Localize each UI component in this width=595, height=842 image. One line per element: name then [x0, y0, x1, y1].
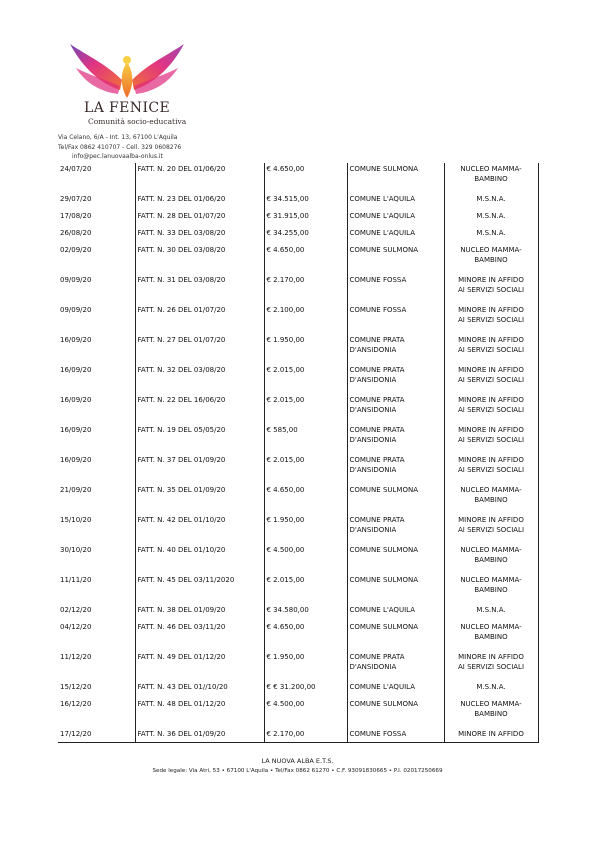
address-text: Via Celano, 6/A - Int. 13, 67100 L'Aquila	[58, 134, 178, 141]
category-cell	[444, 334, 538, 364]
invoice-cell: FATT. N. 43 DEL 01//10/20	[135, 681, 264, 698]
category-line-2: AI SERVIZI SOCIALI	[457, 526, 525, 534]
amount-cell: € 2.170,00	[264, 274, 347, 304]
amount-cell: € 4.650,00	[264, 244, 347, 274]
category-line-1: NUCLEO MAMMA-	[460, 486, 522, 494]
category-line-2: AI SERVIZI SOCIALI	[457, 376, 525, 384]
invoice-cell: FATT. N. 45 DEL 03/11/2020	[135, 574, 264, 604]
phoenix-logo-icon	[62, 40, 192, 102]
table-row	[58, 651, 538, 681]
category-line-1: MINORE IN AFFIDO	[458, 396, 524, 404]
amount-cell: € 2.015,00	[264, 394, 347, 424]
email-text: info@pec.lanuovaalba-onlus.it	[72, 153, 163, 160]
category-line-1: MINORE IN AFFIDO	[458, 516, 524, 524]
category-line-1: M.S.N.A.	[476, 212, 506, 220]
amount-cell: € 4.650,00	[264, 621, 347, 651]
category-line-1: MINORE IN AFFIDO	[458, 426, 524, 434]
table-row	[58, 574, 538, 604]
category-line-2: AI SERVIZI SOCIALI	[457, 466, 525, 474]
date-cell: 30/10/20	[60, 546, 92, 554]
invoice-cell: FATT. N. 35 DEL 01/09/20	[135, 484, 264, 514]
category-line-2: BAMBINO	[474, 496, 508, 504]
category-line-2: AI SERVIZI SOCIALI	[457, 436, 525, 444]
date-cell: 04/12/20	[60, 623, 92, 631]
date-cell: 17/08/20	[60, 212, 92, 220]
amount-cell: € € 31.200,00	[264, 681, 347, 698]
category-cell	[444, 651, 538, 681]
amount-cell: € 2.100,00	[264, 304, 347, 334]
invoice-cell: FATT. N. 49 DEL 01/12/20	[135, 651, 264, 681]
comune-cell: COMUNE PRATA D'ANSIDONIA	[347, 651, 444, 681]
date-cell: 16/09/20	[60, 456, 92, 464]
comune-cell: COMUNE SULMONA	[347, 544, 444, 574]
comune-cell: COMUNE L'AQUILA	[347, 193, 444, 210]
amount-cell: € 2.170,00	[264, 728, 347, 743]
date-cell: 16/12/20	[60, 700, 92, 708]
category-line-2: BAMBINO	[474, 175, 508, 183]
category-line-1: NUCLEO MAMMA-	[460, 246, 522, 254]
table-row	[58, 364, 538, 394]
category-line-2: BAMBINO	[474, 556, 508, 564]
invoice-cell: FATT. N. 23 DEL 01/06/20	[135, 193, 264, 210]
invoice-cell: FATT. N. 31 DEL 03/08/20	[135, 274, 264, 304]
amount-cell: € 34.580,00	[264, 604, 347, 621]
comune-cell: COMUNE SULMONA	[347, 574, 444, 604]
amount-cell: € 31.915,00	[264, 210, 347, 227]
category-line-1: MINORE IN AFFIDO	[458, 306, 524, 314]
category-line-1: NUCLEO MAMMA-	[460, 700, 522, 708]
category-cell	[444, 304, 538, 334]
comune-cell: COMUNE SULMONA	[347, 698, 444, 728]
category-line-2: AI SERVIZI SOCIALI	[457, 663, 525, 671]
invoice-cell: FATT. N. 19 DEL 05/05/20	[135, 424, 264, 454]
category-cell	[444, 193, 538, 210]
invoice-cell: FATT. N. 38 DEL 01/09/20	[135, 604, 264, 621]
amount-cell: € 2.015,00	[264, 454, 347, 484]
amount-cell: € 4.500,00	[264, 544, 347, 574]
table-row	[58, 514, 538, 544]
category-line-2: BAMBINO	[474, 633, 508, 641]
category-line-1: M.S.N.A.	[476, 683, 506, 691]
footer-legal-info: Sede legale: Via Atri, 53 • 67100 L'Aquila • Tel/Fax 0862 61270 • C.F. 93091830665 • P.I. 02017250669	[152, 768, 443, 774]
amount-cell: € 34.255,00	[264, 227, 347, 244]
invoice-cell: FATT. N. 42 DEL 01/10/20	[135, 514, 264, 544]
date-cell: 29/07/20	[60, 195, 92, 203]
category-line-2: AI SERVIZI SOCIALI	[457, 406, 525, 414]
comune-cell: COMUNE L'AQUILA	[347, 210, 444, 227]
amount-cell: € 4.500,00	[264, 698, 347, 728]
table-row	[58, 227, 538, 244]
table-row	[58, 604, 538, 621]
category-cell	[444, 424, 538, 454]
invoice-cell: FATT. N. 26 DEL 01/07/20	[135, 304, 264, 334]
date-cell: 17/12/20	[58, 728, 135, 743]
comune-cell: COMUNE FOSSA	[347, 274, 444, 304]
category-cell	[444, 544, 538, 574]
invoice-cell: FATT. N. 22 DEL 16/06/20	[135, 394, 264, 424]
comune-cell: COMUNE PRATA D'ANSIDONIA	[347, 424, 444, 454]
category-line-2: BAMBINO	[474, 586, 508, 594]
comune-cell: COMUNE PRATA D'ANSIDONIA	[347, 394, 444, 424]
comune-cell: COMUNE PRATA D'ANSIDONIA	[347, 454, 444, 484]
comune-cell: COMUNE L'AQUILA	[347, 681, 444, 698]
amount-cell: € 1.950,00	[264, 334, 347, 364]
category-line-1: MINORE IN AFFIDO	[458, 336, 524, 344]
category-line-1: MINORE IN AFFIDO	[458, 366, 524, 374]
invoice-cell: FATT. N. 32 DEL 03/08/20	[135, 364, 264, 394]
category-cell	[444, 394, 538, 424]
category-cell	[444, 681, 538, 698]
category-line-1: MINORE IN AFFIDO	[458, 730, 524, 738]
org-subtitle: Comunità socio-educativa	[88, 117, 187, 126]
category-cell	[444, 227, 538, 244]
category-line-2: BAMBINO	[474, 256, 508, 264]
comune-cell: COMUNE FOSSA	[347, 304, 444, 334]
invoice-cell: FATT. N. 40 DEL 01/10/20	[135, 544, 264, 574]
comune-cell: COMUNE SULMONA	[347, 163, 444, 193]
invoice-cell: FATT. N. 28 DEL 01/07/20	[135, 210, 264, 227]
comune-cell: COMUNE PRATA D'ANSIDONIA	[347, 334, 444, 364]
amount-cell: € 1.950,00	[264, 651, 347, 681]
invoice-table-wrapper	[58, 163, 538, 743]
invoice-cell: FATT. N. 48 DEL 01/12/20	[135, 698, 264, 728]
comune-cell: COMUNE SULMONA	[347, 484, 444, 514]
date-cell: 11/12/20	[60, 653, 92, 661]
amount-cell: € 2.015,00	[264, 574, 347, 604]
invoice-cell: FATT. N. 33 DEL 03/08/20	[135, 227, 264, 244]
category-line-1: M.S.N.A.	[476, 606, 506, 614]
category-cell	[444, 454, 538, 484]
table-row	[58, 454, 538, 484]
amount-cell: € 34.515,00	[264, 193, 347, 210]
amount-cell: € 2.015,00	[264, 364, 347, 394]
category-line-2: AI SERVIZI SOCIALI	[457, 286, 525, 294]
table-row	[58, 424, 538, 454]
date-cell: 02/12/20	[60, 606, 92, 614]
date-cell: 16/09/20	[60, 426, 92, 434]
table-row	[58, 698, 538, 728]
logo	[62, 40, 192, 130]
category-line-2: AI SERVIZI SOCIALI	[457, 316, 525, 324]
table-row	[58, 304, 538, 334]
table-row	[58, 544, 538, 574]
comune-cell: COMUNE FOSSA	[347, 728, 444, 743]
category-cell	[444, 244, 538, 274]
invoice-cell: FATT. N. 36 DEL 01/09/20	[135, 728, 264, 743]
category-cell	[444, 514, 538, 544]
table-row	[58, 193, 538, 210]
invoice-table-body	[58, 163, 538, 743]
comune-cell: COMUNE SULMONA	[347, 621, 444, 651]
comune-cell: COMUNE SULMONA	[347, 244, 444, 274]
table-row	[58, 681, 538, 698]
category-cell	[444, 163, 538, 193]
page-footer	[0, 756, 595, 776]
table-row	[58, 394, 538, 424]
amount-cell: € 4.650,00	[264, 484, 347, 514]
date-cell: 16/09/20	[60, 336, 92, 344]
date-cell: 26/08/20	[60, 229, 92, 237]
table-row	[58, 621, 538, 651]
category-cell	[444, 728, 538, 743]
amount-cell: € 585,00	[264, 424, 347, 454]
date-cell: 11/11/20	[60, 576, 92, 584]
category-cell	[444, 574, 538, 604]
date-cell: 09/09/20	[60, 276, 92, 284]
category-cell	[444, 621, 538, 651]
date-cell: 16/09/20	[60, 366, 92, 374]
phone-text: Tel/Fax 0862 410707 - Cell. 329 0608276	[58, 143, 182, 151]
table-row	[58, 484, 538, 514]
category-cell	[444, 698, 538, 728]
org-name: LA FENICE	[84, 100, 171, 116]
contact-info	[58, 133, 181, 162]
category-line-1: M.S.N.A.	[476, 229, 506, 237]
category-line-1: NUCLEO MAMMA-	[460, 623, 522, 631]
date-cell: 15/10/20	[60, 516, 92, 524]
date-cell: 24/07/20	[60, 165, 92, 173]
comune-cell: COMUNE L'AQUILA	[347, 604, 444, 621]
date-cell: 15/12/20	[60, 683, 92, 691]
amount-cell: € 4.650,00	[264, 163, 347, 193]
category-line-1: NUCLEO MAMMA-	[460, 546, 522, 554]
category-cell	[444, 484, 538, 514]
footer-org-name: LA NUOVA ALBA E.T.S.	[261, 757, 334, 765]
table-row	[58, 210, 538, 227]
date-cell: 21/09/20	[60, 486, 92, 494]
amount-cell: € 1.950,00	[264, 514, 347, 544]
category-cell	[444, 604, 538, 621]
category-line-1: M.S.N.A.	[476, 195, 506, 203]
category-cell	[444, 274, 538, 304]
date-cell: 09/09/20	[60, 306, 92, 314]
table-row	[58, 163, 538, 193]
category-cell	[444, 210, 538, 227]
table-row	[58, 728, 538, 743]
category-line-1: NUCLEO MAMMA-	[460, 165, 522, 173]
table-row	[58, 274, 538, 304]
comune-cell: COMUNE PRATA D'ANSIDONIA	[347, 364, 444, 394]
category-cell	[444, 364, 538, 394]
invoice-cell: FATT. N. 30 DEL 03/08/20	[135, 244, 264, 274]
invoice-cell: FATT. N. 37 DEL 01/09/20	[135, 454, 264, 484]
comune-cell: COMUNE PRATA D'ANSIDONIA	[347, 514, 444, 544]
category-line-2: BAMBINO	[474, 710, 508, 718]
category-line-1: MINORE IN AFFIDO	[458, 276, 524, 284]
comune-cell: COMUNE L'AQUILA	[347, 227, 444, 244]
category-line-2: AI SERVIZI SOCIALI	[457, 346, 525, 354]
invoice-cell: FATT. N. 46 DEL 03/11/20	[135, 621, 264, 651]
invoice-table	[58, 163, 539, 743]
table-row	[58, 244, 538, 274]
date-cell: 02/09/20	[60, 246, 92, 254]
category-line-1: MINORE IN AFFIDO	[458, 456, 524, 464]
table-row	[58, 334, 538, 364]
invoice-cell: FATT. N. 20 DEL 01/06/20	[135, 163, 264, 193]
category-line-1: NUCLEO MAMMA-	[460, 576, 522, 584]
date-cell: 16/09/20	[60, 396, 92, 404]
category-line-1: MINORE IN AFFIDO	[458, 653, 524, 661]
invoice-cell: FATT. N. 27 DEL 01/07/20	[135, 334, 264, 364]
